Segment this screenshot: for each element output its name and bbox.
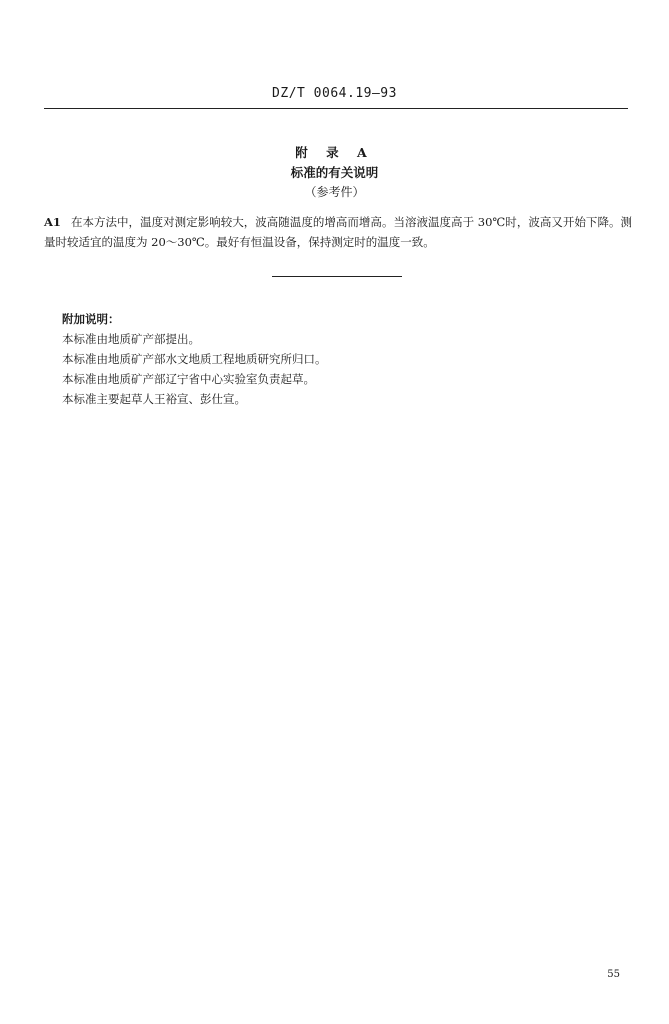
appendix-note: （参考件） — [304, 185, 365, 199]
page-number: 55 — [607, 969, 620, 980]
clause-number: A1 — [44, 215, 61, 229]
appendix-subtitle: 标准的有关说明 — [290, 165, 379, 180]
appendix-title: 附 录 A — [295, 145, 374, 160]
supplementary-line: 本标准主要起草人王裕宣、彭仕宣。 — [62, 392, 246, 406]
supplementary-line: 本标准由地质矿产部提出。 — [62, 332, 200, 346]
standard-code-header: DZ/T 0064.19—93 — [272, 86, 397, 101]
supplementary-line: 本标准由地质矿产部辽宁省中心实验室负责起草。 — [62, 372, 315, 386]
supplementary-title: 附加说明： — [62, 312, 120, 326]
supplementary-line: 本标准由地质矿产部水文地质工程地质研究所归口。 — [62, 352, 327, 366]
supplementary-notes — [62, 309, 622, 409]
clause-text: 在本方法中，温度对测定影响较大，波高随温度的增高而增高。当溶液温度高于 30℃时，波高又开始下降。测量时较适宜的温度为 20～30℃。最好有恒温设备，保持测定时的温度一致。 — [44, 215, 632, 249]
section-end-divider — [272, 276, 402, 277]
header-divider — [44, 108, 628, 109]
clause-a1 — [44, 212, 632, 252]
